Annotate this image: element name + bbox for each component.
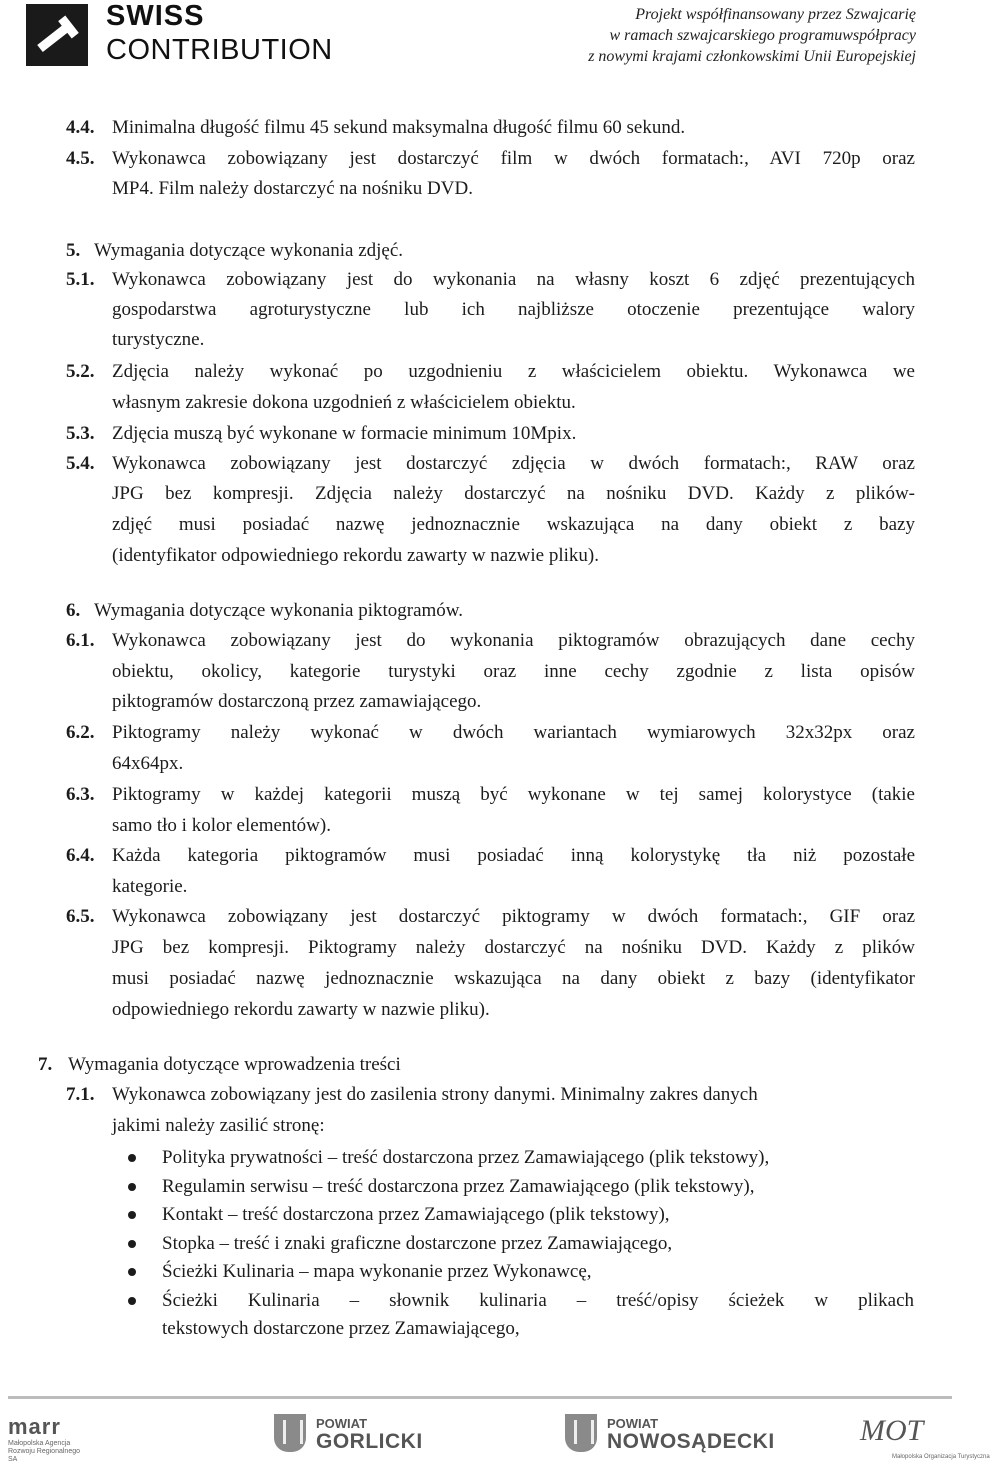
section-number: 4.5.	[66, 148, 95, 169]
chapter-number: 7.	[38, 1054, 53, 1075]
section-text: Wykonawca zobowiązany jest dostarczyć piktogramy w dwóch formatach:, GIF oraz	[112, 906, 915, 927]
mot-logo-subtitle: Małopolska Organizacja Turystyczna	[892, 1454, 990, 1460]
section-number: 6.3.	[66, 784, 95, 805]
section-number: 7.1.	[66, 1084, 95, 1105]
cofinancing-note-line: z nowymi krajami członkowskimi Unii Europejskiej	[588, 48, 916, 65]
section-text: Piktogramy w każdej kategorii muszą być wykonane w tej samej kolorystyce (takie	[112, 784, 915, 805]
section-text: Każda kategoria piktogramów musi posiadać inną kolorystykę tła niż pozostałe	[112, 845, 915, 866]
section-text: obiektu, okolicy, kategorie turystyki oraz inne cechy zgodnie z lista opisów	[112, 661, 915, 682]
footer-divider	[8, 1396, 952, 1399]
logo-text-contribution: CONTRIBUTION	[106, 34, 333, 66]
powiat-name: GORLICKI	[316, 1430, 423, 1453]
section-number: 5.4.	[66, 453, 95, 474]
swiss-contribution-logo	[26, 0, 346, 66]
section-text: turystyczne.	[112, 329, 205, 350]
section-number: 6.5.	[66, 906, 95, 927]
section-text: JPG bez kompresji. Zdjęcia należy dostarczyć na nośniku DVD. Każdy z plików-	[112, 483, 915, 504]
chapter-number: 5.	[66, 240, 81, 261]
list-item: Regulamin serwisu – treść dostarczona przez Zamawiającego (plik tekstowy),	[162, 1176, 755, 1197]
bullet-icon	[128, 1154, 136, 1162]
mot-logo-text: MOT	[860, 1414, 924, 1447]
section-text: 64x64px.	[112, 753, 184, 774]
section-number: 6.2.	[66, 722, 95, 743]
section-number: 6.1.	[66, 630, 95, 651]
marr-logo-text: marr	[8, 1414, 61, 1439]
section-text: Wykonawca zobowiązany jest do wykonania na własny koszt 6 zdjęć prezentujących	[112, 269, 915, 290]
chapter-number: 6.	[66, 600, 81, 621]
bullet-icon	[128, 1211, 136, 1219]
section-number: 5.1.	[66, 269, 95, 290]
section-text: Zdjęcia muszą być wykonane w formacie minimum 10Mpix.	[112, 423, 577, 444]
list-item-continuation: tekstowych dostarczone przez Zamawiającego,	[162, 1318, 520, 1339]
section-text: jakimi należy zasilić stronę:	[112, 1115, 325, 1136]
section-text: odpowiedniego rekordu zawarty w nazwie pliku).	[112, 999, 490, 1020]
cofinancing-note-line: w ramach szwajcarskiego programuwspółpracy	[609, 27, 916, 44]
page-footer	[0, 1402, 990, 1463]
section-number: 4.4.	[66, 117, 95, 138]
logo-text-swiss: SWISS	[106, 0, 205, 32]
list-item: Ścieżki Kulinaria – mapa wykonanie przez Wykonawcę,	[162, 1261, 592, 1282]
powiat-label: POWIAT	[316, 1416, 368, 1431]
list-item: Ścieżki Kulinaria – słownik kulinaria – treść/opisy ścieżek w plikach	[162, 1290, 914, 1311]
powiat-name: NOWOSĄDECKI	[607, 1430, 775, 1453]
powiat-nowosadecki-logo	[565, 1414, 775, 1460]
cofinancing-note-line: Projekt współfinansowany przez Szwajcarię	[635, 6, 916, 23]
section-text: kategorie.	[112, 876, 188, 897]
powiat-label: POWIAT	[607, 1416, 659, 1431]
coat-of-arms-icon	[565, 1414, 597, 1452]
marr-logo-subtitle: Małopolska Agencja Rozwoju Regionalnego SA	[8, 1440, 80, 1463]
section-text: samo tło i kolor elementów).	[112, 815, 331, 836]
section-text: Wykonawca zobowiązany jest dostarczyć zdjęcia w dwóch formatach:, RAW oraz	[112, 453, 915, 474]
section-text: Wykonawca zobowiązany jest do wykonania piktogramów obrazujących dane cechy	[112, 630, 915, 651]
bullet-icon	[128, 1297, 136, 1305]
chapter-title: Wymagania dotyczące wprowadzenia treści	[68, 1054, 401, 1075]
bullet-icon	[128, 1240, 136, 1248]
coat-of-arms-icon	[274, 1414, 306, 1452]
section-number: 5.2.	[66, 361, 95, 382]
section-text: gospodarstwa agroturystyczne lub ich najbliższe otoczenie prezentujące walory	[112, 299, 915, 320]
cofinancing-note	[588, 4, 916, 67]
chapter-title: Wymagania dotyczące wykonania piktogramów.	[94, 600, 464, 621]
section-number: 6.4.	[66, 845, 95, 866]
powiat-gorlicki-logo	[274, 1414, 434, 1460]
chapter-title: Wymagania dotyczące wykonania zdjęć.	[94, 240, 404, 261]
bullet-icon	[128, 1268, 136, 1276]
section-text: musi posiadać nazwę jednoznacznie wskazująca na dany obiekt z bazy (identyfikator	[112, 968, 915, 989]
section-text: MP4. Film należy dostarczyć na nośniku DVD.	[112, 178, 473, 199]
section-text: Wykonawca zobowiązany jest do zasilenia strony danymi. Minimalny zakres danych	[112, 1084, 758, 1105]
section-text: piktogramów dostarczoną przez zamawiającego.	[112, 691, 482, 712]
swiss-flag-icon	[26, 4, 88, 66]
mot-logo	[860, 1414, 990, 1460]
section-text: Zdjęcia należy wykonać po uzgodnieniu z właścicielem obiektu. Wykonawca we	[112, 361, 915, 382]
section-text: Wykonawca zobowiązany jest dostarczyć film w dwóch formatach:, AVI 720p oraz	[112, 148, 915, 169]
section-text: JPG bez kompresji. Piktogramy należy dostarczyć na nośniku DVD. Każdy z plików	[112, 937, 915, 958]
section-text: własnym zakresie dokona uzgodnień z właścicielem obiektu.	[112, 392, 576, 413]
section-text: Piktogramy należy wykonać w dwóch wariantach wymiarowych 32x32px oraz	[112, 722, 915, 743]
list-item: Stopka – treść i znaki graficzne dostarczone przez Zamawiającego,	[162, 1233, 673, 1254]
section-number: 5.3.	[66, 423, 95, 444]
bullet-icon	[128, 1183, 136, 1191]
section-text: (identyfikator odpowiedniego rekordu zawarty w nazwie pliku).	[112, 545, 599, 566]
list-item: Polityka prywatności – treść dostarczona przez Zamawiającego (plik tekstowy),	[162, 1147, 770, 1168]
page-header	[0, 0, 960, 90]
section-text: zdjęć musi posiadać nazwę jednoznacznie wskazująca na dany obiekt z bazy	[112, 514, 915, 535]
list-item: Kontakt – treść dostarczona przez Zamawiającego (plik tekstowy),	[162, 1204, 670, 1225]
marr-logo	[8, 1414, 98, 1463]
section-text: Minimalna długość filmu 45 sekund maksymalna długość filmu 60 sekund.	[112, 117, 686, 138]
